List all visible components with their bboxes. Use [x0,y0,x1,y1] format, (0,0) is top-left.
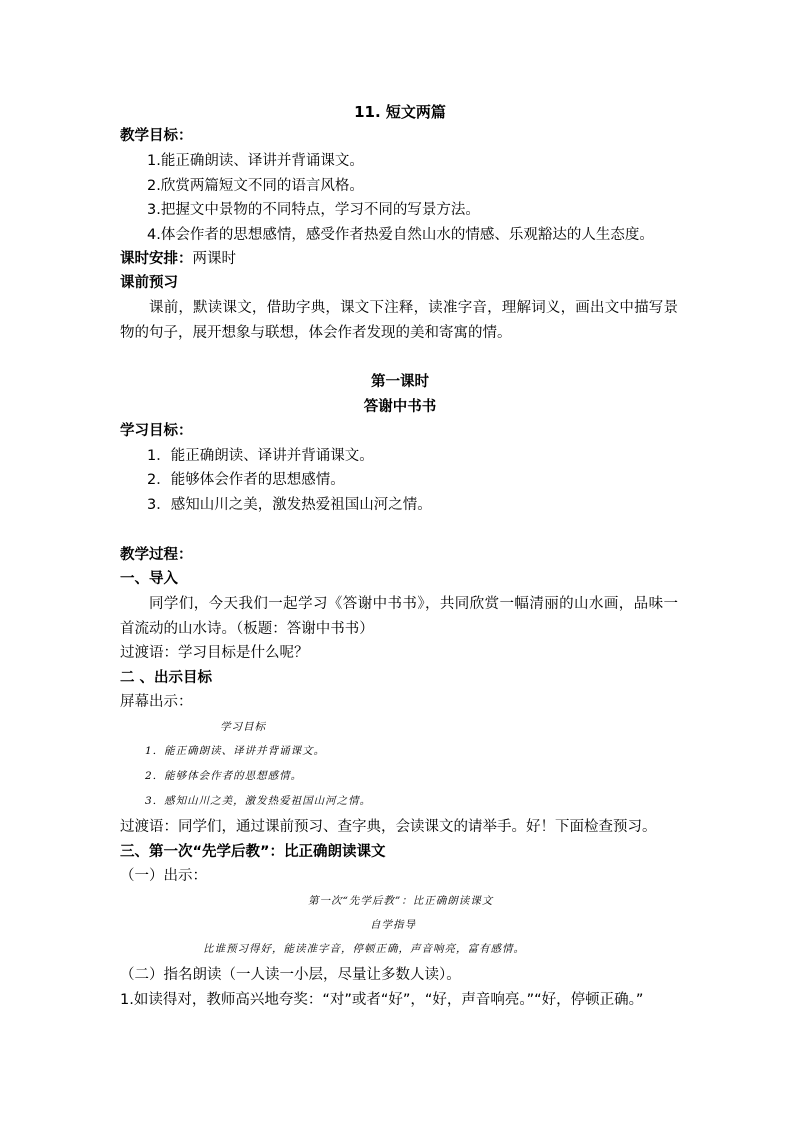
study-goals-heading: 学习目标： [120,423,193,439]
study-goal-item: 2．能够体会作者的思想感情。 [147,472,345,488]
image-title: 第一次“先学后教”：比正确朗读课文 [308,895,494,907]
image-item: 3．感知山川之美，激发热爱祖国山河之情。 [145,795,372,807]
image-subtitle: 自学指导 [370,919,416,931]
goal-item: 1.能正确朗读、译讲并背诵课文。 [147,153,364,169]
process-heading: 教学过程： [120,547,193,563]
image-item: 2．能够体会作者的思想感情。 [145,770,303,782]
page-title: 11. 短文两篇 [354,103,446,121]
goal-item: 3.把握文中景物的不同特点，学习不同的写景方法。 [147,202,480,218]
goal-item: 4.体会作者的思想感情，感受作者热爱自然山水的情感、乐观豁达的人生态度。 [147,227,654,243]
section3-sub1: （一）出示： [120,868,207,884]
schedule-label: 课时安排： [120,251,193,267]
section2-transition: 过渡语：同学们，通过课前预习、查字典，会读课文的请举手。好！下面检查预习。 [120,819,657,835]
image-title: 学习目标 [220,721,266,733]
schedule-line [120,247,680,271]
section1-transition: 过渡语：学习目标是什么呢？ [120,645,309,661]
lesson-heading: 第一课时 [371,374,429,390]
preview-paragraph: 课前，默读课文，借助字典，课文下注释，读准字音，理解词义，画出文中描写景物的句子，展开想象与联想，体会作者发现的美和寄寓的情。 [120,300,678,341]
section2-heading: 二 、出示目标 [120,670,213,686]
section1-paragraph: 同学们，今天我们一起学习《答谢中书书》，共同欣赏一幅清丽的山水画，品味一首流动的山水诗。（板题：答谢中书书） [120,596,678,637]
section1-heading: 一、导入 [120,571,178,587]
section3-heading: 三、第一次“先学后教”：比正确朗读课文 [120,844,386,860]
goals-heading: 教学目标： [120,128,193,144]
study-goal-item: 3．感知山川之美，激发热爱祖国山河之情。 [147,497,432,513]
section3-item1: 1.如读得对，教师高兴地夸奖：“对”或者“好”，“好，声音响亮。”“好，停顿正确。” [120,992,644,1008]
goal-item: 2.欣赏两篇短文不同的语言风格。 [147,178,364,194]
lesson-subtitle: 答谢中书书 [363,399,437,415]
section3-sub2: （二）指名朗读（一人读一小层，尽量让多数人读）。 [120,967,461,983]
image-item: 1．能正确朗读、译讲并背诵课文。 [145,745,326,757]
schedule-value: 两课时 [192,251,236,267]
preview-heading: 课前预习 [120,275,178,291]
screen-label: 屏幕出示： [120,694,193,710]
study-goal-item: 1．能正确朗读、译讲并背诵课文。 [147,448,374,464]
image-text: 比谁预习得好，能读准字音，停顿正确，声音响亮，富有感情。 [203,943,525,955]
